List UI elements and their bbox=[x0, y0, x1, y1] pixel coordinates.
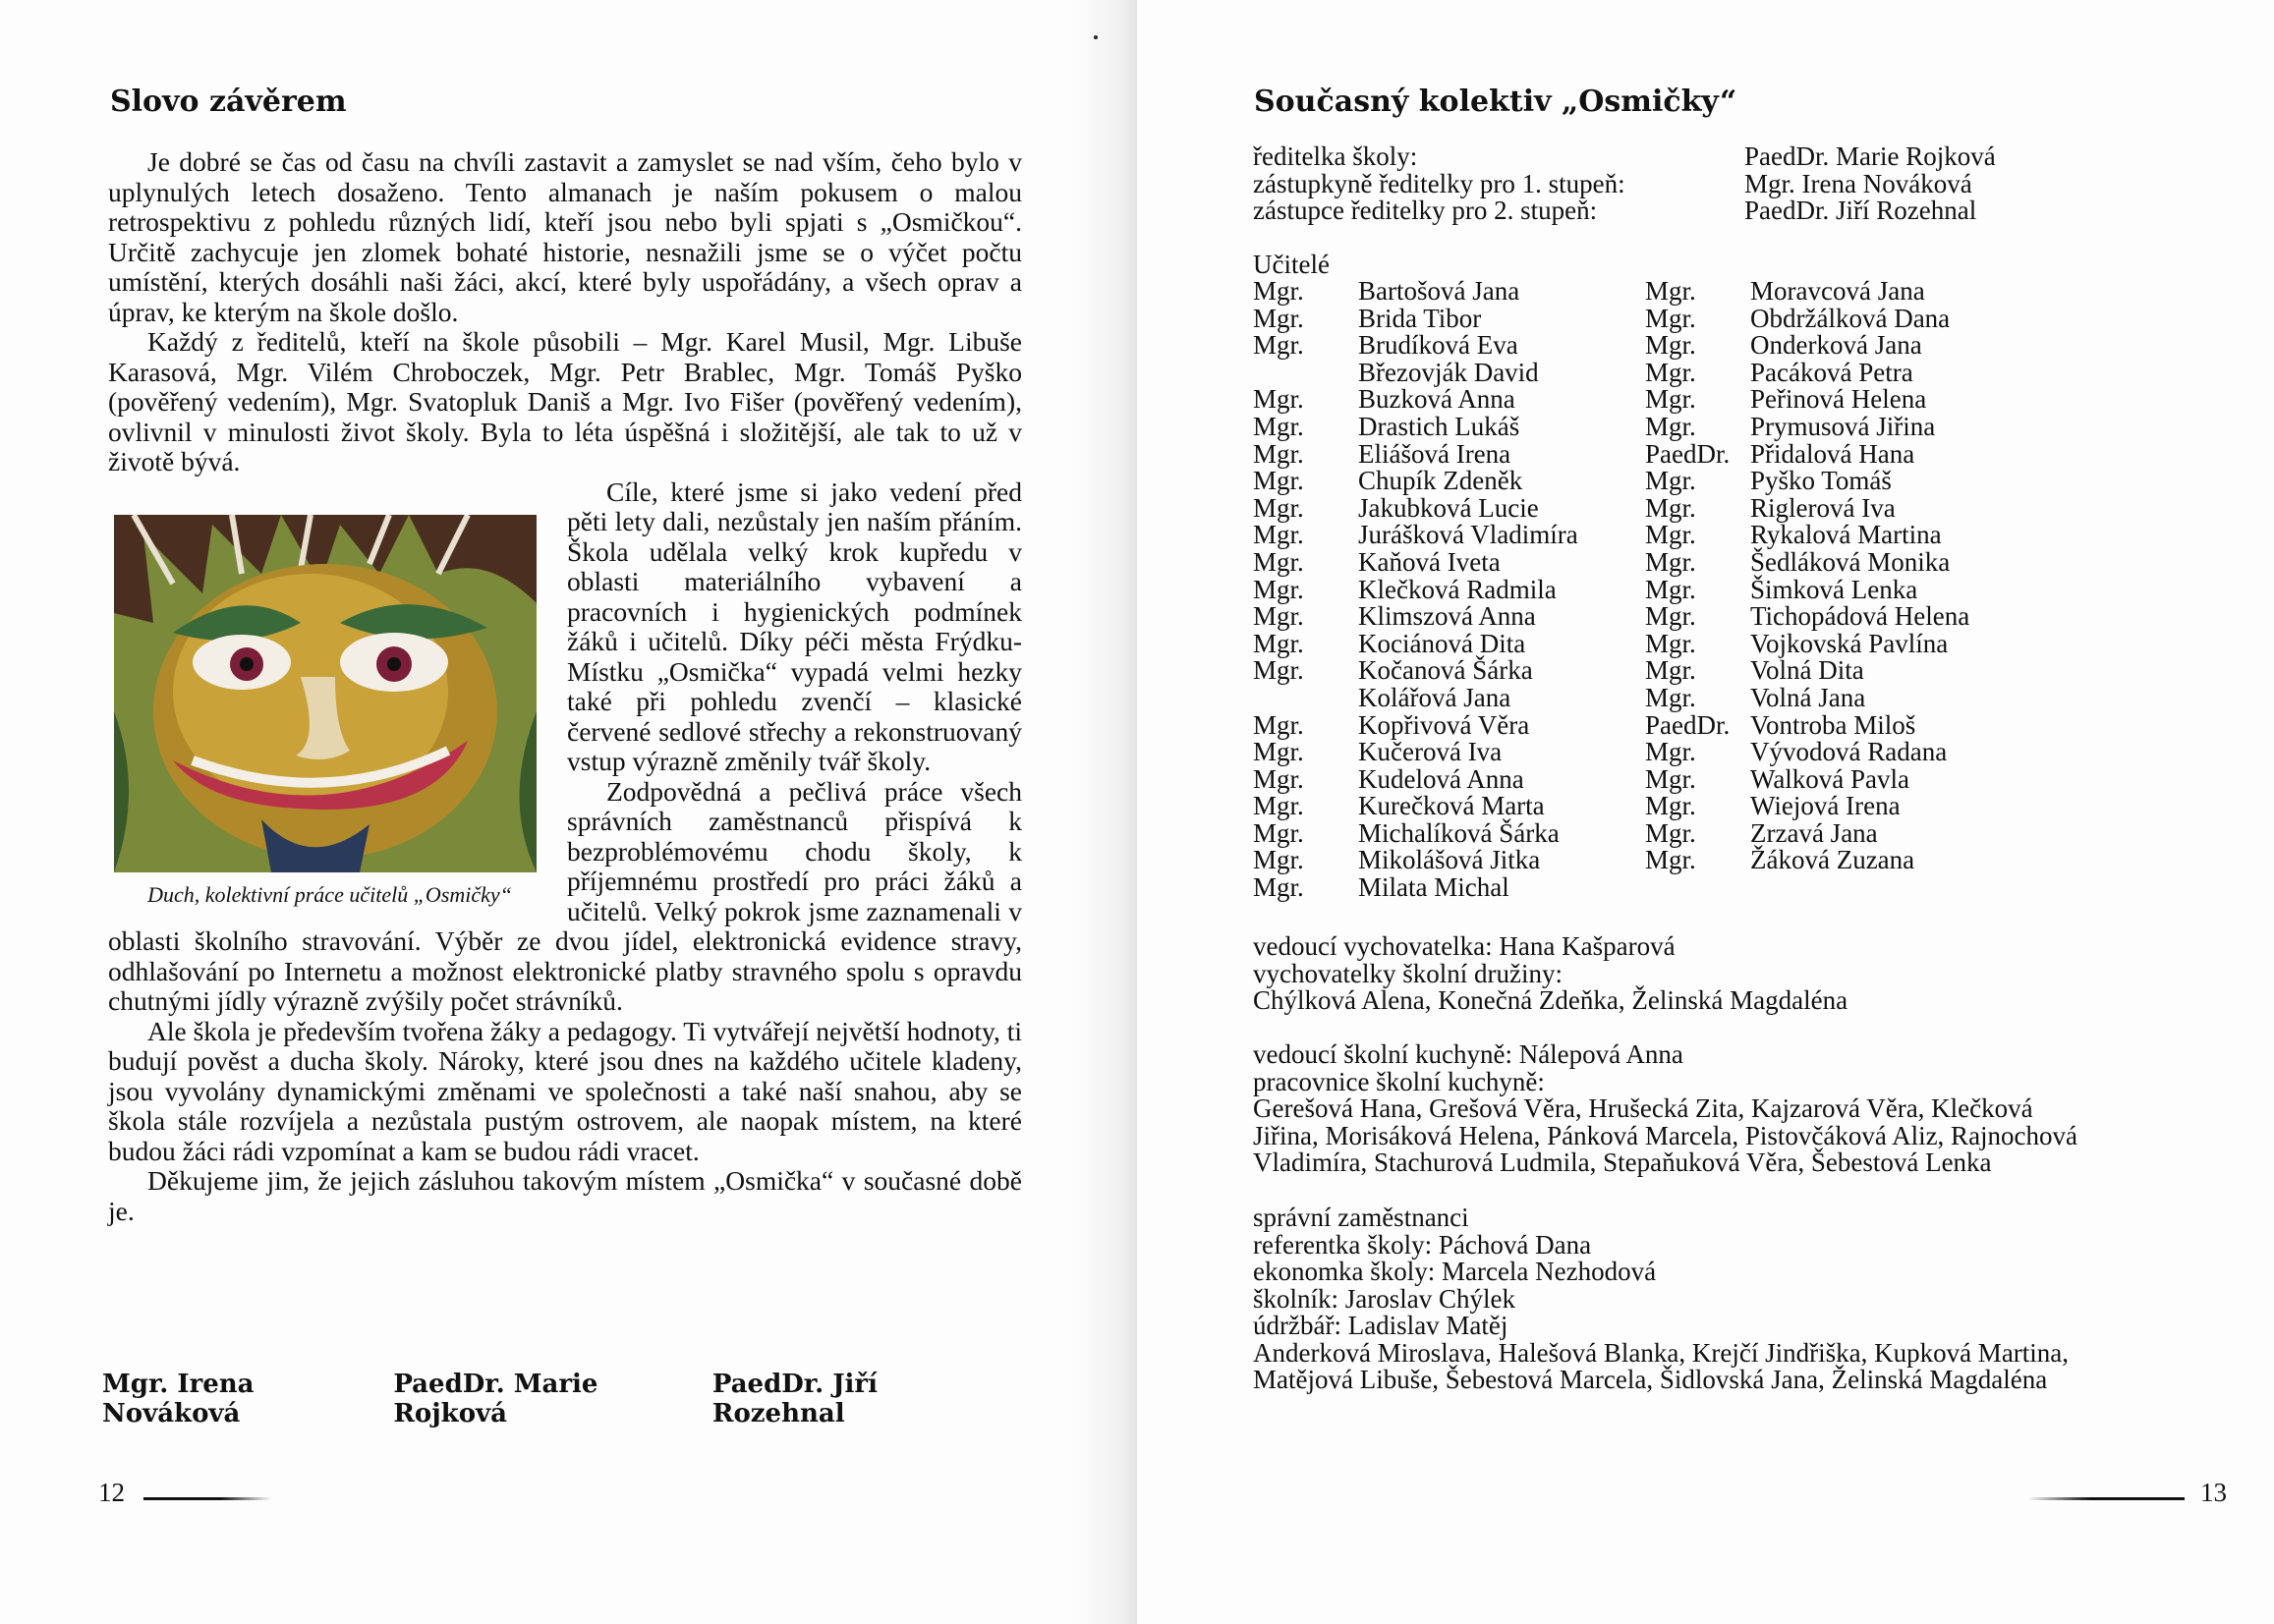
speck bbox=[1094, 35, 1098, 39]
teacher-row: Mgr. Moravcová Jana bbox=[1645, 276, 1925, 306]
teacher-row: Mgr. Peřinová Helena bbox=[1645, 384, 1927, 415]
teacher-row: Mgr. Kociánová Dita bbox=[1253, 628, 1526, 658]
staff-line: Jiřina, Morisáková Helena, Pánková Marcela, Pistovčáková Aliz, Rajnochová bbox=[1253, 1120, 2078, 1150]
teacher-row: Mgr. Brida Tibor bbox=[1253, 303, 1482, 333]
paragraph: Ale škola je především tvořena žáky a pedagogy. Ti vytvářejí největší hodnoty, ti budují pověst a ducha školy. Nároky, které jsou dnes na každého učitele kladeny, jsou vyvolány dynamickými změnami ve společnosti a také naší snahou, aby se škola stále rozvíjela a nezůstala pustým ostrovem, ale naopak místem, na které budou žáci rádi vzpomínat a kam se budou rádi vracet. bbox=[108, 1015, 1022, 1166]
signature: Mgr. Irena Nováková bbox=[102, 1370, 255, 1428]
teacher-row: Mgr. Prymusová Jiřina bbox=[1645, 411, 1936, 441]
teacher-row: Mgr. Žáková Zuzana bbox=[1645, 845, 1915, 875]
teacher-row: Mgr. Rykalová Martina bbox=[1645, 520, 1942, 550]
teacher-row: Mgr. Kopřivová Věra bbox=[1253, 709, 1530, 740]
paragraph: Děkujeme jim, že jejich zásluhou takovým místem „Osmička“ v současné době je. bbox=[108, 1165, 1022, 1226]
page-number-rule bbox=[143, 1497, 271, 1500]
teacher-row: Mgr. Jurášková Vladimíra bbox=[1253, 520, 1578, 550]
role-label: ředitelka školy: bbox=[1253, 141, 1418, 171]
teacher-row: Mgr. Kurečková Marta bbox=[1253, 791, 1545, 821]
image-caption: Duch, kolektivní práce učitelů „Osmičky“ bbox=[147, 881, 512, 907]
teacher-row: Mgr. Drastich Lukáš bbox=[1253, 411, 1520, 441]
role-name: Mgr. Irena Nováková bbox=[1744, 168, 1972, 198]
staff-line: správní zaměstnanci bbox=[1253, 1203, 1469, 1232]
teacher-row: Mgr. Kudelová Anna bbox=[1253, 763, 1524, 794]
teacher-row: Mgr. Vývodová Radana bbox=[1645, 737, 1948, 767]
role-label: zástupkyně ředitelky pro 1. stupeň: bbox=[1253, 168, 1625, 198]
leadership-names bbox=[1744, 143, 1996, 225]
teacher-row: Mgr. Kaňová Iveta bbox=[1253, 546, 1501, 577]
staff-line: referentka školy: Páchová Dana bbox=[1253, 1229, 1592, 1260]
article-body bbox=[108, 147, 1022, 1226]
teacher-row: Mgr. Pacáková Petra bbox=[1645, 357, 1913, 387]
staff-line: vychovatelky školní družiny: bbox=[1253, 958, 1563, 988]
kitchen-section bbox=[1253, 1041, 2077, 1177]
role-name: PaedDr. Marie Rojková bbox=[1744, 141, 1996, 171]
paragraph: Zodpovědná a pečlivá práce všech správních zaměstnanců přispívá k bezproblémovému chodu školy, k příjemnému prostředí pro práci žáků a učitelů. Velký pokrok jsme zaznamenali v oblasti školního stravování. Výběr ze dvou jídel, elektronická evidence stravy, odhlašování po Internetu a možnost elektronické platby stravného spolu s opravdu chutnými jídly výrazně zvýšily počet strávníků. bbox=[108, 775, 1022, 1016]
role-label: zástupce ředitelky pro 2. stupeň: bbox=[1253, 196, 1598, 225]
teacher-row: Mgr. Zrzavá Jana bbox=[1645, 817, 1878, 848]
teacher-row: Mgr. Mikolášová Jitka bbox=[1253, 845, 1541, 875]
teacher-row: Mgr. Volná Dita bbox=[1645, 655, 1864, 686]
illustration-figure bbox=[106, 515, 553, 918]
teacher-row: Březovják David bbox=[1358, 357, 1539, 387]
staff-line: školník: Jaroslav Chýlek bbox=[1253, 1283, 1515, 1314]
staff-line: Gerešová Hana, Grešová Věra, Hrušecká Zita, Kajzarová Věra, Klečková bbox=[1253, 1093, 2033, 1123]
teacher-row: Mgr. Onderková Jana bbox=[1645, 330, 1922, 361]
teacher-row: Mgr. Buzková Anna bbox=[1253, 384, 1515, 415]
teacher-row: Mgr. Volná Jana bbox=[1645, 682, 1866, 712]
teacher-row: Mgr. Vojkovská Pavlína bbox=[1645, 628, 1949, 658]
teacher-row: Mgr. Kočanová Šárka bbox=[1253, 655, 1533, 686]
role-name: PaedDr. Jiří Rozehnal bbox=[1744, 196, 1977, 225]
teachers-heading: Učitelé bbox=[1253, 250, 1330, 279]
page-title: Současný kolektiv „Osmičky“ bbox=[1254, 84, 1737, 119]
teacher-row: Mgr. Kučerová Iva bbox=[1253, 737, 1503, 767]
teacher-row: PaedDr. Vontroba Miloš bbox=[1645, 709, 1916, 740]
teacher-row: Mgr. Pyško Tomáš bbox=[1645, 466, 1892, 496]
staff-line: Anderková Miroslava, Halešová Blanka, Krejčí Jindřiška, Kupková Martina, bbox=[1253, 1337, 2070, 1368]
staff-line: vedoucí školní kuchyně: Nálepová Anna bbox=[1253, 1039, 1683, 1069]
staff-line: Matějová Libuše, Šebestová Marcela, Šidlovská Jana, Želinská Magdaléna bbox=[1253, 1365, 2048, 1394]
teachers-list-right bbox=[1645, 278, 2035, 874]
teacher-row: Mgr. Walková Pavla bbox=[1645, 763, 1910, 794]
staff-line: pracovnice školní kuchyně: bbox=[1253, 1066, 1545, 1096]
staff-line: Vladimíra, Stachurová Ludmila, Stepaňuková Věra, Šebestová Lenka bbox=[1253, 1148, 1992, 1177]
paragraph: Je dobré se čas od času na chvíli zastavit a zamyslet se nad vším, čeho bylo v uplynulých letech dosaženo. Tento almanach je naším pokusem o malou retrospektivu z pohledu různých lidí, kteří jsou nebo byli spjati s „Osmičkou“. Určitě zachycuje jen zlomek bohaté historie, nesnažili jsme se o výčet počtu umístění, kterých dosáhli naši žáci, akcí, které byly uspořádány, a všech oprav a úprav, ke kterým na škole došlo. bbox=[108, 146, 1022, 327]
teacher-row: Mgr. Brudíková Eva bbox=[1253, 330, 1518, 361]
signature: PaedDr. Jiří Rozehnal bbox=[711, 1370, 878, 1428]
teacher-row: Mgr. Eliášová Irena bbox=[1253, 438, 1511, 469]
admin-section bbox=[1253, 1204, 2069, 1394]
staff-line: údržbář: Ladislav Matěj bbox=[1253, 1311, 1508, 1340]
teacher-row: Mgr. Chupík Zdeněk bbox=[1253, 466, 1523, 496]
page-title: Slovo závěrem bbox=[110, 84, 347, 119]
right-page bbox=[1137, 0, 2274, 1624]
teachers-list-left bbox=[1253, 278, 1643, 902]
teacher-row: Mgr. Šimková Lenka bbox=[1645, 574, 1918, 604]
teacher-row: Mgr. Tichopádová Helena bbox=[1645, 601, 1970, 632]
teacher-row: Mgr. Šedláková Monika bbox=[1645, 546, 1951, 577]
staff-line: Chýlková Alena, Konečná Zdeňka, Želinská Magdaléna bbox=[1253, 985, 1848, 1015]
page-number-rule bbox=[2027, 1497, 2185, 1500]
signature: PaedDr. Marie Rojková bbox=[393, 1370, 598, 1428]
staff-line: ekonomka školy: Marcela Nezhodová bbox=[1253, 1257, 1657, 1286]
teacher-row: Mgr. Klečková Radmila bbox=[1253, 574, 1557, 604]
teacher-row: Mgr. Jakubková Lucie bbox=[1253, 492, 1539, 523]
teacher-row: Mgr. Wiejová Irena bbox=[1645, 791, 1901, 821]
teacher-row: Mgr. Riglerová Iva bbox=[1645, 492, 1896, 523]
teacher-row: PaedDr. Přidalová Hana bbox=[1645, 438, 1915, 469]
teacher-row: Mgr. Obdržálková Dana bbox=[1645, 303, 1951, 333]
spirit-painting-image bbox=[114, 515, 537, 872]
signatures bbox=[102, 1370, 1011, 1428]
page-number: 13 bbox=[2200, 1478, 2227, 1507]
paragraph: Cíle, které jsme si jako vedení před pěti lety dali, nezůstaly jen naším přáním. Škola udělala velký krok kupředu v oblasti materiálního vybavení a pracovních i hygienických podmínek žáků i učitelů. Díky péči města Frýdku-Místku „Osmička“ vypadá velmi hezky také při pohledu zvenčí – klasické červené sedlové střechy a rekonstruovaný vstup výrazně změnily tvář školy. bbox=[567, 476, 1022, 776]
teacher-row: Mgr. Michalíková Šárka bbox=[1253, 817, 1560, 848]
teacher-row: Mgr. Milata Michal bbox=[1253, 872, 1509, 903]
teacher-row: Mgr. Bartošová Jana bbox=[1253, 276, 1520, 306]
teacher-row: Kolářová Jana bbox=[1358, 682, 1511, 712]
staff-line: vedoucí vychovatelka: Hana Kašparová bbox=[1253, 931, 1676, 961]
paragraph: Každý z ředitelů, kteří na škole působili – Mgr. Karel Musil, Mgr. Libuše Karasová, Mgr. Vilém Chroboczek, Mgr. Petr Brablec, Mgr. Tomáš Pyško (pověřený vedením), Mgr. Svatopluk Daniš a Mgr. Ivo Fišer (pověřený vedením), ovlivnil v minulosti život školy. Byla to léta úspěšná i složitější, ale tak to už v životě bývá. bbox=[108, 326, 1022, 476]
teacher-row: Mgr. Klimszová Anna bbox=[1253, 601, 1536, 632]
page-number: 12 bbox=[98, 1478, 125, 1507]
childcare-section bbox=[1253, 933, 1848, 1015]
leadership-roles bbox=[1253, 143, 1625, 225]
